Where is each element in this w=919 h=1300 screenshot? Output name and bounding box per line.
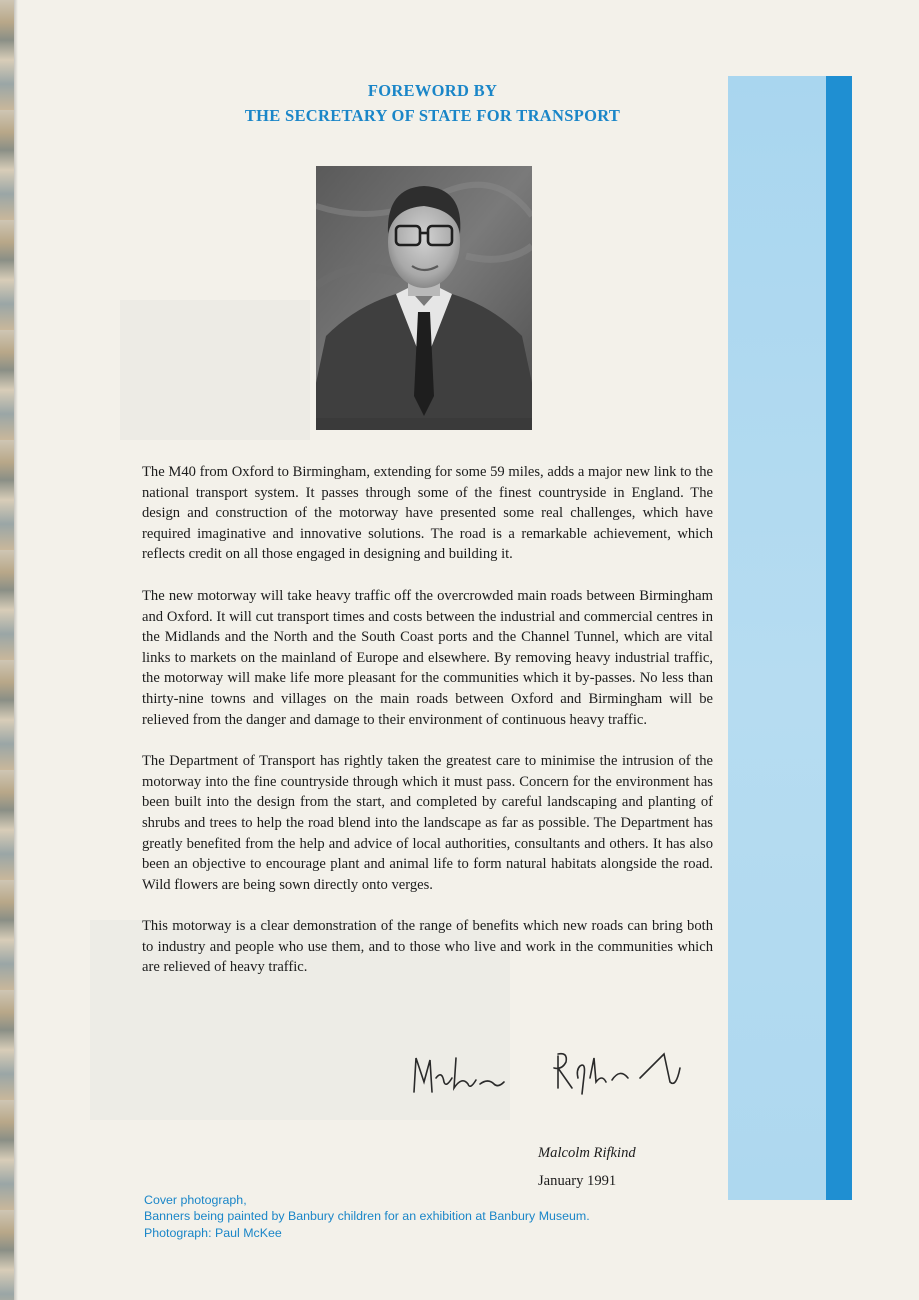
paragraph: This motorway is a clear demonstration of the range of benefits which new roads can bring both to industry and people who use them, and to those who live and work in the communities which are relieved of heavy traffic. bbox=[142, 918, 713, 976]
heading-line-2: THE SECRETARY OF STATE FOR TRANSPORT bbox=[244, 106, 621, 125]
paragraph: The Department of Transport has rightly taken the greatest care to minimise the intrusion of the motorway into the fine countryside through which it must pass. Concern for the environment has been built into the design from the start, and completed by careful landscaping and planting of shrubs and trees to help the road blend into the landscape as far as possible. The Department has greatly benefited from the help and advice of local authorities, consultants and others. It has also been an objective to encourage plant and animal life to form natural habitats alongside the road. Wild flowers are being sown directly onto verges. bbox=[142, 753, 713, 893]
page-heading bbox=[150, 78, 715, 128]
credit-line-1: Cover photograph, bbox=[144, 1193, 247, 1207]
paragraph: The M40 from Oxford to Birmingham, extending for some 59 miles, adds a major new link to the national transport system. It passes through some of the finest countryside in England. The design and construction of the motorway have presented some real challenges, which have required imaginative and innovative solutions. The road is a remarkable achievement, which reflects credit on all those engaged in designing and building it. bbox=[142, 464, 713, 563]
decorative-blue-stripe bbox=[826, 76, 852, 1200]
signatory-block bbox=[538, 1139, 698, 1195]
author-portrait-photo bbox=[316, 166, 532, 430]
credit-line-2: Banners being painted by Banbury children for an exhibition at Banbury Museum. bbox=[144, 1209, 590, 1224]
page-edge bbox=[0, 0, 14, 1300]
handwritten-signature bbox=[408, 1048, 688, 1100]
show-through-block bbox=[120, 300, 310, 440]
cover-photo-credit bbox=[144, 1192, 704, 1241]
signature-date: January 1991 bbox=[538, 1173, 617, 1189]
credit-line-3: Photograph: Paul McKee bbox=[144, 1225, 282, 1240]
foreword-body bbox=[142, 462, 713, 999]
signatory-name: Malcolm Rifkind bbox=[538, 1145, 636, 1161]
paragraph: The new motorway will take heavy traffic off the overcrowded main roads between Birmingham and Oxford. It will cut transport times and costs between the industrial and commercial centres in the Midlands and the North and the South Coast ports and the Channel Tunnel, which are vital links to markets on the mainland of Europe and elsewhere. By removing heavy industrial traffic, the motorway will make life more pleasant for the communities which it by-passes. No less than thirty-nine towns and villages on the main roads between Oxford and Birmingham will be relieved from the danger and damage to their environment of continuous heavy traffic. bbox=[142, 587, 713, 728]
heading-line-1: FOREWORD BY bbox=[367, 81, 498, 100]
